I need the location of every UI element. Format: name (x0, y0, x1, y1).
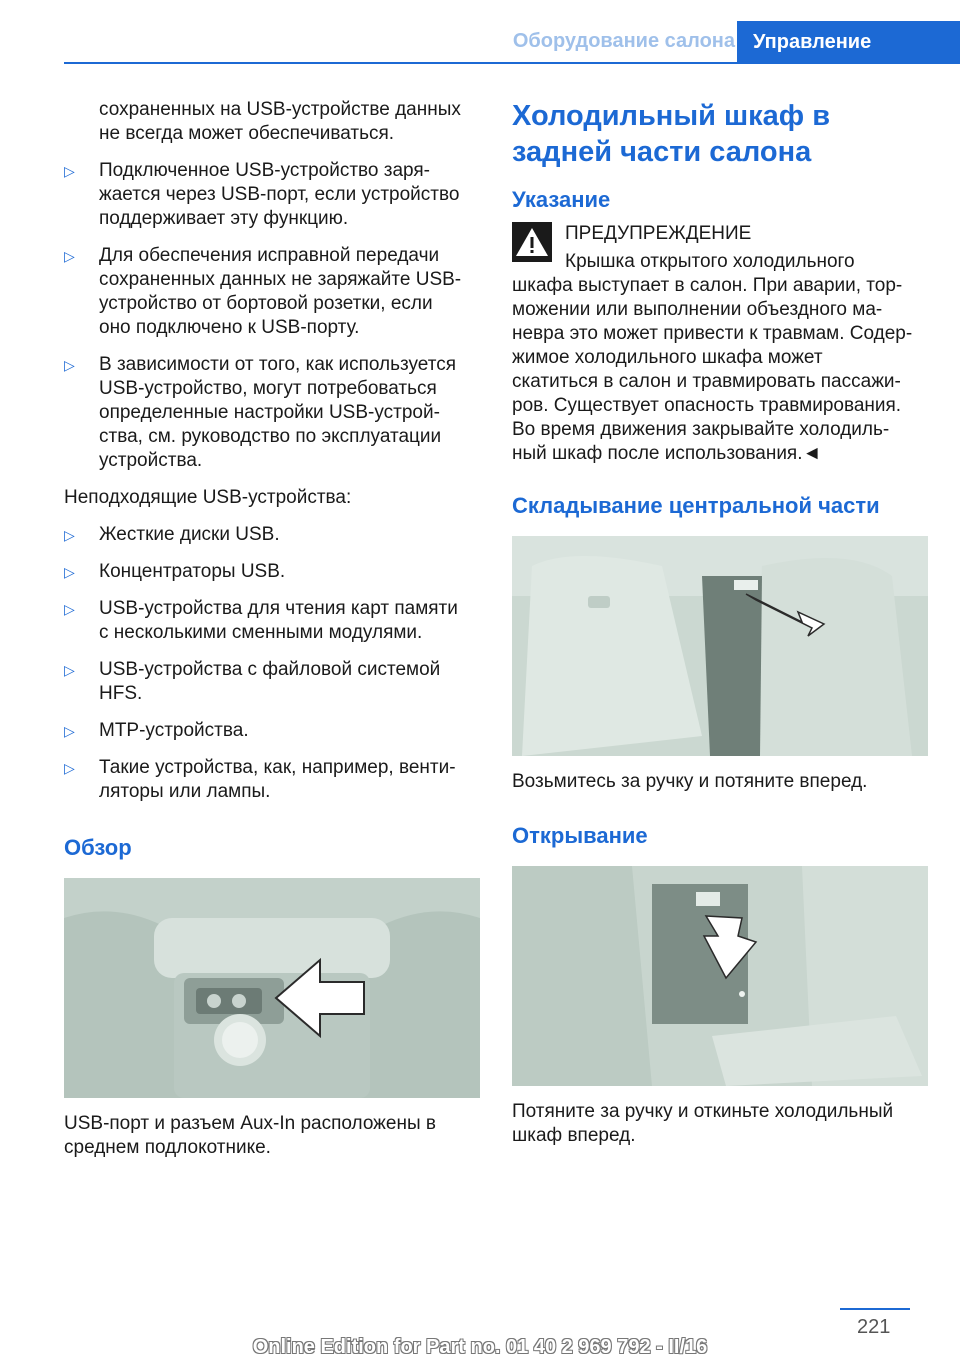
section-title (512, 98, 932, 170)
text-line: Такие устройства, как, например, венти- (99, 757, 456, 778)
text-line: устройства. (99, 450, 203, 471)
text-line: В зависимости от того, как используется (99, 354, 457, 375)
caption-line: среднем подлокотнике. (64, 1137, 271, 1158)
triangle-right-icon: ▷ (64, 248, 75, 264)
text-line: оно подключено к USB-порту. (99, 317, 360, 338)
list-item (64, 353, 482, 473)
text-line: жимое холодильного шкафа может (512, 347, 823, 368)
text-line: невра это может привести к травмам. Содер- (512, 323, 913, 344)
triangle-right-icon: ▷ (64, 527, 75, 543)
list-item (64, 159, 482, 231)
list-item (64, 756, 482, 804)
triangle-right-icon: ▷ (64, 662, 75, 678)
left-column (64, 98, 482, 1160)
text-line: Подключенное USB-устройство заря- (99, 160, 431, 181)
text-line: сохраненных данных не заряжайте USB- (99, 269, 462, 290)
text-line: шкафа выступает в салон. При аварии, тор- (512, 275, 903, 296)
opening-heading: Открывание (512, 823, 648, 848)
text-line: сохраненных на USB-устройстве данных (99, 99, 461, 120)
title-line: задней части салона (512, 136, 812, 168)
list-item (64, 244, 482, 340)
continuation-paragraph (64, 98, 482, 146)
text-line: Концентраторы USB. (99, 561, 286, 582)
text-line: Во время движения закрывайте холодиль- (512, 419, 890, 440)
triangle-right-icon: ▷ (64, 357, 75, 373)
seat-fold-illustration (512, 536, 928, 756)
text-line: Крышка открытого холодильного (565, 251, 855, 272)
header-section-title: Оборудование салона (512, 30, 735, 52)
text-line: HFS. (99, 683, 143, 704)
list-item (64, 658, 482, 706)
text-line: поддерживает эту функцию. (99, 208, 349, 229)
text-line: USB-устройства для чтения карт памяти (99, 598, 458, 619)
text-line: USB-устройства с файловой системой (99, 659, 441, 680)
triangle-right-icon: ▷ (64, 760, 75, 776)
fridge-open-illustration (512, 866, 928, 1086)
triangle-right-icon: ▷ (64, 564, 75, 580)
triangle-right-icon: ▷ (64, 163, 75, 179)
header-chapter-tab[interactable]: Управление (737, 21, 960, 63)
text-line: Жесткие диски USB. (99, 524, 280, 545)
warning-block (512, 222, 932, 466)
text-line: определенные настройки USB-устрой- (99, 402, 440, 423)
text-line: с несколькими сменными модулями. (99, 622, 423, 643)
text-line: можении или выполнении объездного ма- (512, 299, 883, 320)
caption-line: Потяните за ручку и откиньте холодильный (512, 1101, 894, 1122)
text-line: ляторы или лампы. (99, 781, 271, 802)
warning-label: ПРЕДУПРЕЖДЕНИЕ (565, 223, 752, 244)
fold-center-heading: Складывание центральной части (512, 493, 880, 518)
unsuitable-devices-heading: Неподходящие USB-устройства: (64, 487, 352, 508)
text-line: жается через USB-порт, если устройство (99, 184, 460, 205)
text-line: ный шкаф после использования.◄ (512, 443, 822, 464)
list-item (64, 719, 482, 743)
text-line: ства, см. руководство по эксплуатации (99, 426, 442, 447)
text-line: Для обеспечения исправной передачи (99, 245, 440, 266)
caption-line: шкаф вперед. (512, 1125, 636, 1146)
usb-port-illustration (64, 878, 480, 1098)
title-line: Холодильный шкаф в (512, 100, 831, 132)
text-line: ров. Существует опасность травмирования. (512, 395, 902, 416)
warning-triangle-icon (512, 222, 552, 262)
list-item (64, 560, 482, 584)
header-rule (64, 62, 960, 64)
list-item (64, 523, 482, 547)
page-number: 221 (857, 1316, 891, 1338)
text-line: USB-устройство, могут потребоваться (99, 378, 437, 399)
triangle-right-icon: ▷ (64, 723, 75, 739)
fold-caption: Возьмитесь за ручку и потяните вперед. (512, 771, 868, 792)
text-line: устройство от бортовой розетки, если (99, 293, 433, 314)
edition-footer: Online Edition for Part no. 01 40 2 969 792 - II/16 (252, 1336, 708, 1358)
text-line: скатиться в салон и травмировать пассажи- (512, 371, 901, 392)
caption-line: USB-порт и разъем Aux-In расположены в (64, 1113, 436, 1134)
triangle-right-icon: ▷ (64, 601, 75, 617)
right-column (512, 98, 932, 1148)
page-number-rule (840, 1308, 910, 1310)
overview-heading: Обзор (64, 835, 132, 860)
list-item (64, 597, 482, 645)
text-line: MTP-устройства. (99, 720, 249, 741)
note-heading: Указание (512, 187, 611, 212)
text-line: не всегда может обеспечиваться. (99, 123, 395, 144)
